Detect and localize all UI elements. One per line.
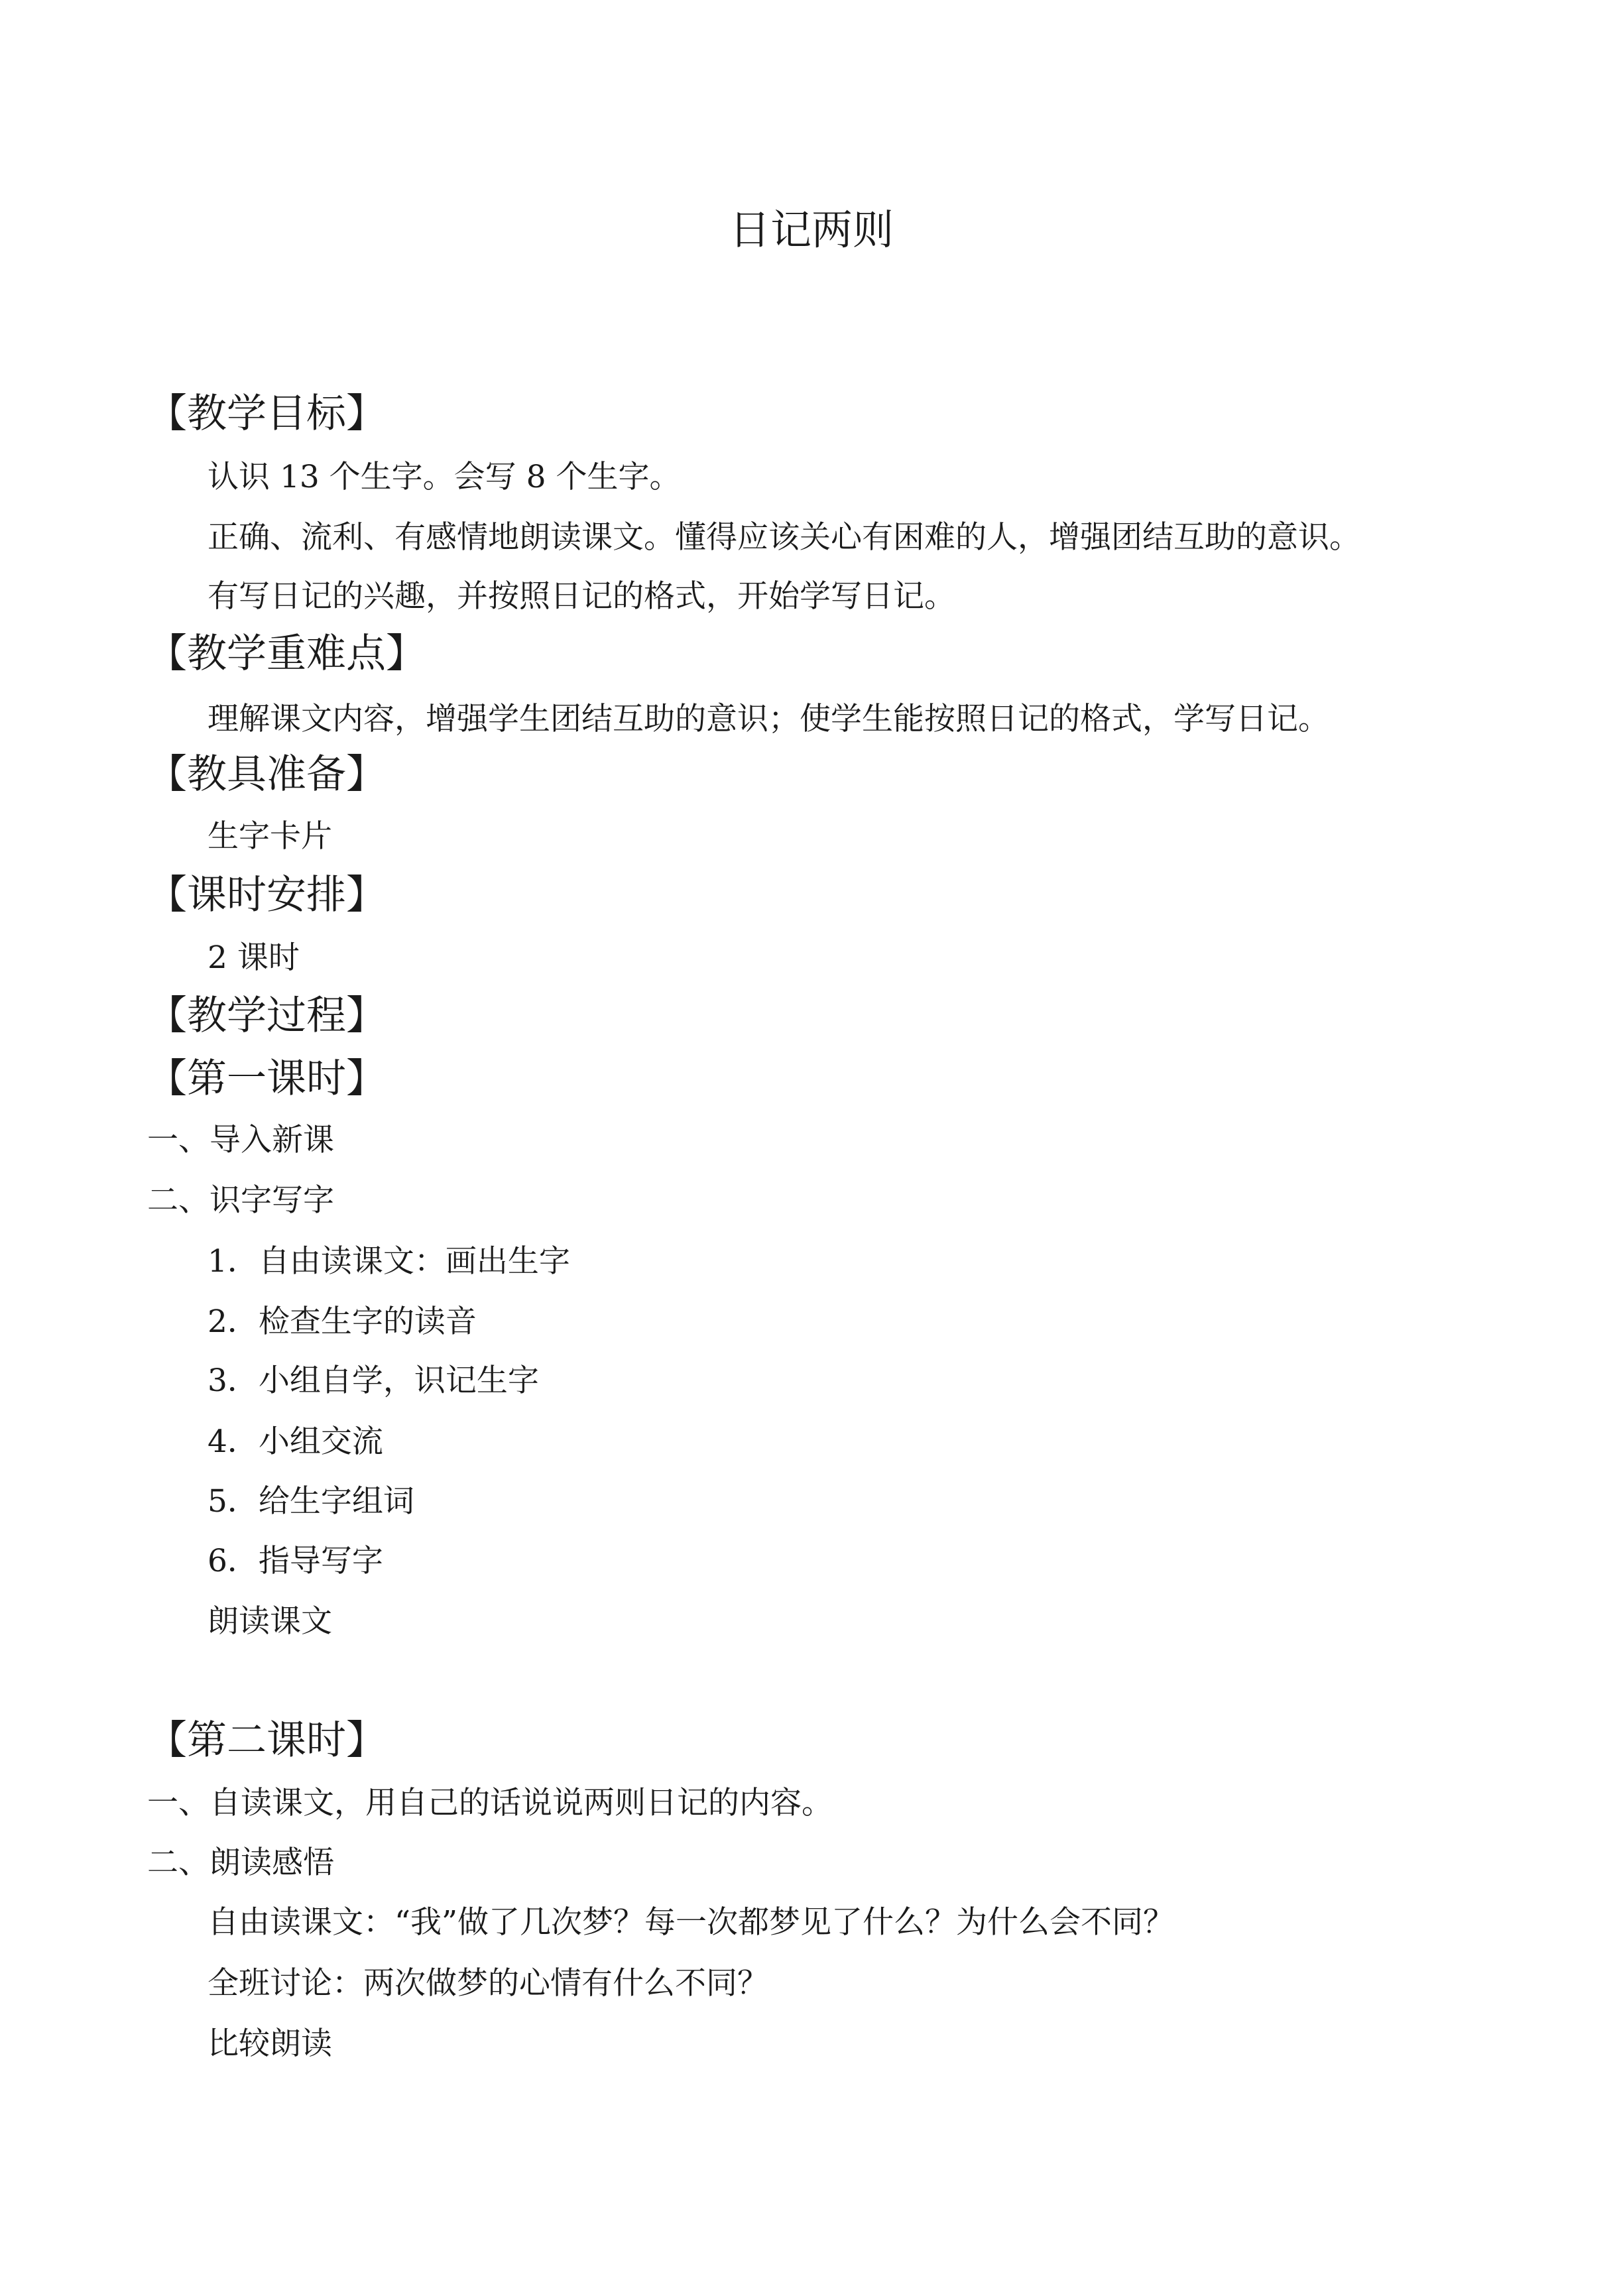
body-line: 2．检查生字的读音 [208, 1303, 477, 1340]
body-line: 6．指导写字 [208, 1543, 383, 1579]
section-heading: 【第一课时】 [147, 1056, 386, 1102]
section-heading: 【教学重难点】 [147, 631, 426, 677]
section-heading: 【教具准备】 [147, 751, 386, 798]
body-line: 比较朗读 [208, 2025, 332, 2062]
body-line: 5．给生字组词 [208, 1483, 414, 1520]
body-line: 正确、流利、有感情地朗读课文。懂得应该关心有困难的人，增强团结互助的意识。 [208, 519, 1360, 556]
section-heading: 【课时安排】 [147, 872, 386, 918]
body-line: 生字卡片 [208, 818, 332, 855]
section-heading: 【教学目标】 [147, 391, 386, 437]
body-line: 全班讨论：两次做梦的心情有什么不同？ [208, 1965, 768, 2002]
section-item: 一、自读课文，用自己的话说说两则日记的内容。 [147, 1785, 833, 1821]
body-line: 3．小组自学，识记生字 [208, 1362, 539, 1399]
body-line: 理解课文内容，增强学生团结互助的意识；使学生能按照日记的格式，学写日记。 [208, 701, 1329, 737]
body-line: 2 课时 [208, 939, 300, 976]
body-line: 自由读课文：“我”做了几次梦？每一次都梦见了什么？为什么会不同？ [208, 1904, 1175, 1941]
section-item: 二、识字写字 [147, 1182, 334, 1219]
body-line: 朗读课文 [208, 1603, 332, 1640]
body-line: 有写日记的兴趣，并按照日记的格式，开始学写日记。 [208, 578, 955, 615]
section-item: 一、导入新课 [147, 1122, 334, 1158]
body-line: 4．小组交流 [208, 1423, 383, 1460]
body-line: 认识 13 个生字。会写 8 个生字。 [208, 459, 681, 495]
section-heading: 【第二课时】 [147, 1717, 386, 1764]
section-item: 二、朗读感悟 [147, 1844, 334, 1881]
document-title: 日记两则 [729, 206, 894, 254]
body-line: 1．自由读课文：画出生字 [208, 1243, 570, 1280]
section-heading: 【教学过程】 [147, 993, 386, 1039]
